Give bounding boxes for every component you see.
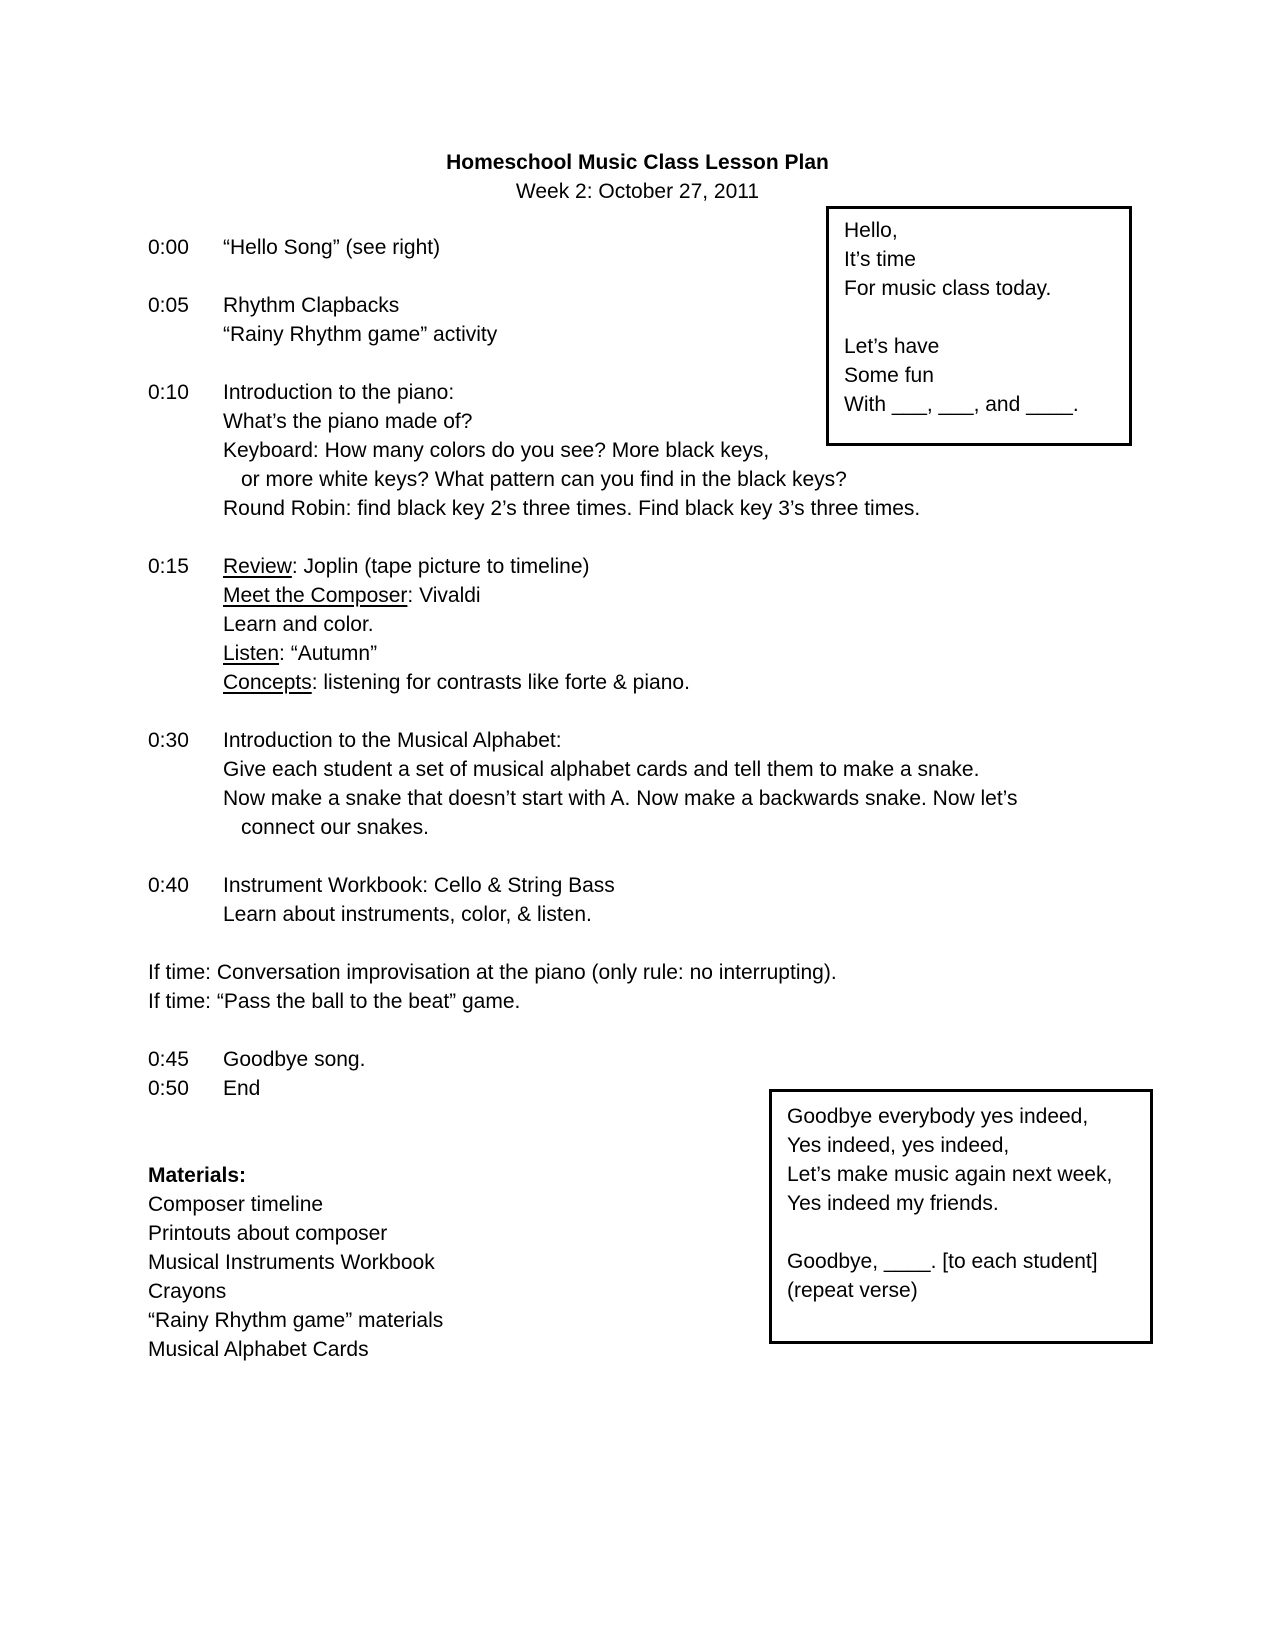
goodbye-song-line: Goodbye, ____. [to each student] <box>787 1250 1098 1273</box>
schedule-line: Instrument Workbook: Cello & String Bass <box>223 874 615 897</box>
hello-song-line: Let’s have <box>844 335 940 358</box>
schedule-time: 0:00 <box>148 236 189 259</box>
schedule-line: What’s the piano made of? <box>223 410 473 433</box>
schedule-time: 0:45 <box>148 1048 189 1071</box>
goodbye-song-line: Let’s make music again next week, <box>787 1163 1113 1186</box>
goodbye-song-line: Yes indeed my friends. <box>787 1192 999 1215</box>
goodbye-song-box <box>769 1089 1153 1344</box>
schedule-line: Give each student a set of musical alphabet cards and tell them to make a snake. <box>223 758 980 781</box>
materials-item: Composer timeline <box>148 1193 324 1216</box>
materials-item: Musical Instruments Workbook <box>148 1251 435 1274</box>
schedule-line: “Hello Song” (see right) <box>223 236 441 259</box>
schedule-line: Introduction to the Musical Alphabet: <box>223 729 562 752</box>
hello-song-line: Hello, <box>844 219 898 242</box>
hello-song-box <box>826 206 1132 446</box>
schedule-line: connect our snakes. <box>241 816 429 839</box>
document-subtitle: Week 2: October 27, 2011 <box>515 180 760 203</box>
schedule-line: “Rainy Rhythm game” activity <box>223 323 498 346</box>
materials-item: Crayons <box>148 1280 227 1303</box>
schedule-line <box>223 581 481 610</box>
hello-song-line: For music class today. <box>844 277 1052 300</box>
if-time-line: If time: “Pass the ball to the beat” game. <box>148 990 521 1013</box>
schedule-time: 0:40 <box>148 874 189 897</box>
materials-heading: Materials: <box>148 1164 247 1187</box>
schedule-line: Rhythm Clapbacks <box>223 294 400 317</box>
schedule-line <box>223 639 377 668</box>
hello-song-line: Some fun <box>844 364 934 387</box>
schedule-line: Keyboard: How many colors do you see? More black keys, <box>223 439 770 462</box>
if-time-line: If time: Conversation improvisation at the piano (only rule: no interrupting). <box>148 961 837 984</box>
schedule-line: Now make a snake that doesn’t start with A. Now make a backwards snake. Now let’s <box>223 787 1018 810</box>
review-text: : Joplin (tape picture to timeline) <box>291 555 590 578</box>
schedule-time: 0:30 <box>148 729 189 752</box>
concepts-label: Concepts <box>223 671 312 694</box>
meet-composer-text: : Vivaldi <box>407 584 481 607</box>
goodbye-song-line: Goodbye everybody yes indeed, <box>787 1105 1089 1128</box>
materials-item: Printouts about composer <box>148 1222 388 1245</box>
schedule-line: Learn about instruments, color, & listen. <box>223 903 592 926</box>
document-title: Homeschool Music Class Lesson Plan <box>446 151 829 174</box>
goodbye-song-line: Yes indeed, yes indeed, <box>787 1134 1010 1157</box>
concepts-text: : listening for contrasts like forte & piano. <box>311 671 690 694</box>
listen-label: Listen <box>223 642 280 665</box>
schedule-line: Goodbye song. <box>223 1048 366 1071</box>
hello-song-line: With ___, ___, and ____. <box>844 393 1079 416</box>
schedule-line: Round Robin: find black key 2’s three times. Find black key 3’s three times. <box>223 497 921 520</box>
hello-song-line: It’s time <box>844 248 916 271</box>
schedule-line: or more white keys? What pattern can you find in the black keys? <box>241 468 847 491</box>
materials-item: Musical Alphabet Cards <box>148 1338 369 1361</box>
meet-composer-label: Meet the Composer <box>223 584 408 607</box>
materials-item: “Rainy Rhythm game” materials <box>148 1309 444 1332</box>
review-label: Review <box>223 555 292 578</box>
schedule-time: 0:05 <box>148 294 189 317</box>
listen-text: : “Autumn” <box>279 642 378 665</box>
goodbye-song-line: (repeat verse) <box>787 1279 918 1302</box>
schedule-line <box>223 668 690 697</box>
schedule-time: 0:50 <box>148 1077 189 1100</box>
schedule-line: Learn and color. <box>223 613 374 636</box>
schedule-time: 0:10 <box>148 381 189 404</box>
schedule-line <box>223 552 590 581</box>
schedule-line: Introduction to the piano: <box>223 381 455 404</box>
schedule-time: 0:15 <box>148 555 189 578</box>
schedule-line: End <box>223 1077 261 1100</box>
